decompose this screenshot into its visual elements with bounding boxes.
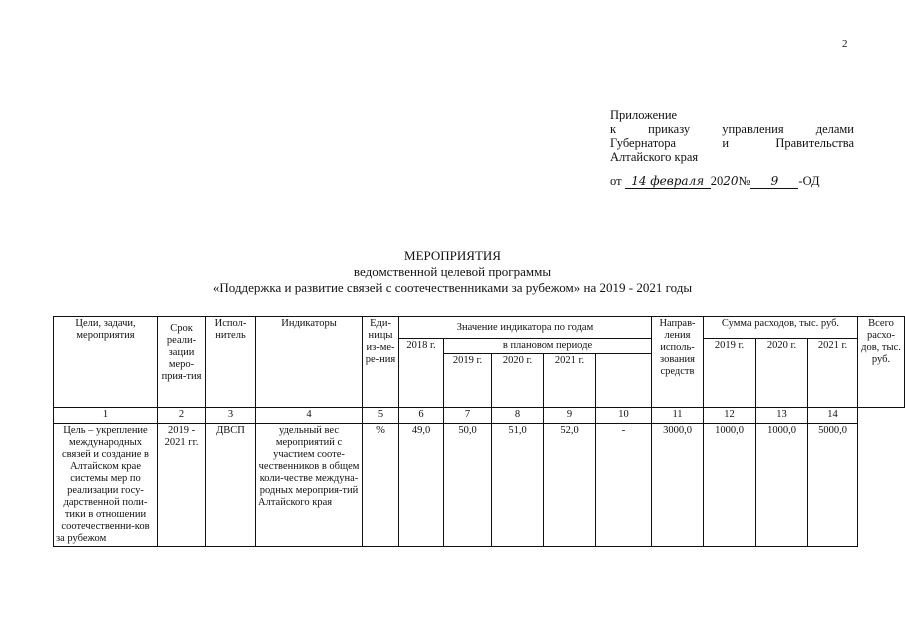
header-year-2018: 2018 г. <box>399 339 444 408</box>
title-subtitle: ведомственной целевой программы <box>353 264 552 279</box>
order-year-prefix: 20 <box>710 174 724 188</box>
cell-expense-2020: 1000,0 <box>704 424 756 547</box>
header-indicators: Индикаторы <box>256 317 363 408</box>
cell-value-2020: 51,0 <box>492 424 544 547</box>
table-row <box>54 424 905 547</box>
cell-expense-2021: 1000,0 <box>756 424 808 547</box>
cell-total: 5000,0 <box>808 424 858 547</box>
header-term: Срок реали-зации меро-прия-тия <box>158 317 206 408</box>
title-main: МЕРОПРИЯТИЯ <box>404 248 501 263</box>
cell-value-2021: 52,0 <box>544 424 596 547</box>
appendix-word: управления <box>722 122 784 136</box>
appendix-word: Правительства <box>775 136 854 150</box>
column-number: 1 <box>54 408 158 424</box>
header-exp-2021: 2021 г. <box>808 339 858 408</box>
appendix-word: Губернатора <box>610 136 677 150</box>
header-year-2020: 2020 г. <box>492 354 544 408</box>
appendix-line-4: Алтайского края <box>610 150 699 164</box>
appendix-header <box>610 108 854 164</box>
header-year-2021: 2021 г. <box>544 354 596 408</box>
column-number-row <box>54 408 905 424</box>
appendix-line-2 <box>610 122 854 136</box>
document-title <box>0 248 905 296</box>
order-date-handwritten: 14 февраля <box>625 175 711 189</box>
cell-value-2019: 50,0 <box>444 424 492 547</box>
header-indicator-values: Значение индикатора по годам <box>399 317 652 339</box>
appendix-line-3 <box>610 136 854 150</box>
measures-table <box>53 316 905 547</box>
appendix-word: и <box>722 136 730 150</box>
order-from-label: от <box>610 174 622 188</box>
header-total: Всего расхо-дов, тыс. руб. <box>858 317 905 408</box>
header-unit: Еди-ницы из-ме-ре-ния <box>363 317 399 408</box>
appendix-title: Приложение <box>610 108 678 122</box>
column-number: 12 <box>704 408 756 424</box>
header-planning-period: в плановом периоде <box>444 339 652 354</box>
appendix-word: делами <box>815 122 854 136</box>
appendix-word: приказу <box>648 122 691 136</box>
column-number: 4 <box>256 408 363 424</box>
cell-executor: ДВСП <box>206 424 256 547</box>
appendix-word: к <box>610 122 617 136</box>
column-number: 13 <box>756 408 808 424</box>
order-reference <box>610 174 820 189</box>
header-executor: Испол-нитель <box>206 317 256 408</box>
header-expenses: Сумма расходов, тыс. руб. <box>704 317 858 339</box>
cell-term: 2019 - 2021 гг. <box>158 424 206 547</box>
column-number: 6 <box>399 408 444 424</box>
header-goals: Цели, задачи, мероприятия <box>54 317 158 408</box>
column-number: 5 <box>363 408 399 424</box>
order-number-handwritten: 9 <box>750 175 798 189</box>
header-year-2019: 2019 г. <box>444 354 492 408</box>
column-number: 14 <box>808 408 858 424</box>
header-exp-2020: 2020 г. <box>756 339 808 408</box>
column-number: 7 <box>444 408 492 424</box>
page-number: 2 <box>842 38 848 50</box>
column-number: 3 <box>206 408 256 424</box>
cell-goal: Цель – укрепление международных связей и создание в Алтайском крае системы мер по реализации госу-дарственной поли-тики в отношении соотечественни-ков за рубежом <box>54 424 158 547</box>
cell-direction: - <box>596 424 652 547</box>
order-year-handwritten: 20 <box>723 174 739 188</box>
column-number: 8 <box>492 408 544 424</box>
cell-expense-2019: 3000,0 <box>652 424 704 547</box>
column-number: 9 <box>544 408 596 424</box>
column-number: 11 <box>652 408 704 424</box>
column-number: 2 <box>158 408 206 424</box>
order-suffix: -ОД <box>798 174 820 188</box>
cell-indicator: удельный вес мероприятий с участием соотe-чественников в общем коли-честве междуна-родных мероприя-тий Алтайского края <box>256 424 363 547</box>
column-number: 10 <box>596 408 652 424</box>
order-number-label: № <box>738 174 751 188</box>
cell-unit: % <box>363 424 399 547</box>
cell-value-2018: 49,0 <box>399 424 444 547</box>
header-exp-2019: 2019 г. <box>704 339 756 408</box>
header-funding-direction: Направ-ления исполь-зования средств <box>652 317 704 408</box>
title-program-name: «Поддержка и развитие связей с соотечественниками за рубежом» на 2019 - 2021 годы <box>212 280 693 295</box>
